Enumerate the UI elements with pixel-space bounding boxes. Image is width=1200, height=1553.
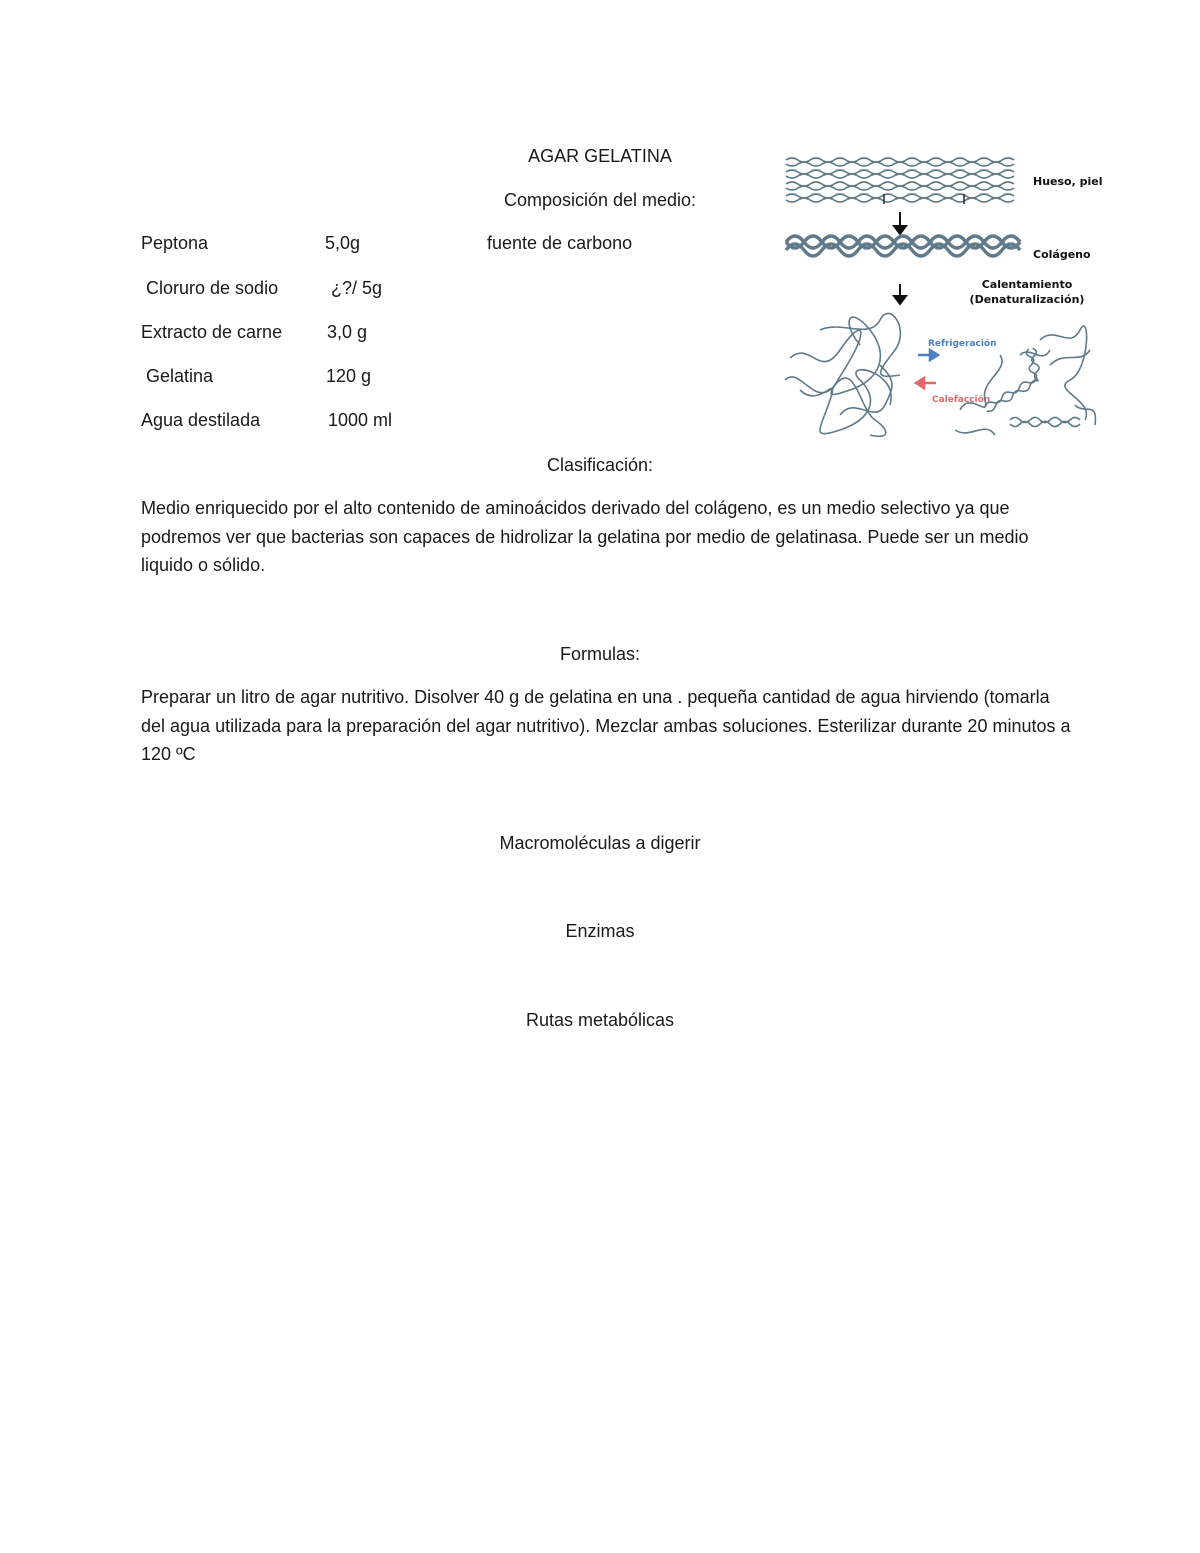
composition-heading: Composición del medio: — [503, 190, 697, 210]
label-denaturation: (Denaturalización) — [969, 293, 1085, 306]
ingredient-name: Peptona — [141, 233, 209, 253]
ingredient-amount: 1000 ml — [328, 410, 393, 430]
ingredient-amount: 120 g — [326, 366, 372, 386]
gelatin-denaturation-figure — [780, 150, 1110, 445]
label-collagen: Colágeno — [1033, 248, 1091, 261]
page-title: AGAR GELATINA — [528, 146, 672, 166]
classification-heading: Clasificación: — [546, 455, 654, 475]
ingredient-name: Gelatina — [141, 366, 214, 386]
ingredient-amount: 5,0g — [325, 233, 361, 253]
gelatin-coils-illustration — [785, 313, 900, 436]
routes-heading: Rutas metabólicas — [525, 1010, 675, 1030]
collagen-helix-illustration — [786, 236, 1020, 256]
label-warming: Calefacción — [932, 395, 991, 405]
classification-paragraph: Medio enriquecido por el alto contenido de aminoácidos derivado del colágeno, es un medio selectivo ya que podremos ver que bacterias son capaces de hidrolizar la gelatina por medio de gelatinasa. Puede ser un medio liquido o sólido. — [141, 498, 1029, 576]
formulas-heading: Formulas: — [559, 644, 640, 664]
label-bone: Hueso, piel — [1033, 175, 1103, 188]
ingredient-name: Cloruro de sodio — [141, 278, 279, 298]
ingredient-amount: ¿?/ 5g — [331, 278, 383, 298]
arrow-down-icon — [894, 212, 906, 234]
arrow-left-icon — [916, 378, 936, 388]
bone-fibers-illustration — [786, 158, 1014, 204]
ingredient-name: Agua destilada — [141, 410, 261, 430]
arrow-down-icon — [894, 284, 906, 304]
ingredient-amount: 3,0 g — [327, 322, 368, 342]
enzymes-heading: Enzimas — [565, 921, 635, 941]
label-cooling: Refrigeración — [928, 339, 997, 349]
ingredient-note: fuente de carbono — [487, 233, 633, 253]
arrow-right-icon — [918, 350, 938, 360]
formulas-paragraph: Preparar un litro de agar nutritivo. Disolver 40 g de gelatina en una . pequeña cantidad de agua hirviendo (tomarla del agua utilizada para la preparación del agar nutritivo). Mezclar ambas soluciones. Esterilizar durante 20 minutos a 120 ºC — [141, 687, 1071, 765]
collagen-diagram-svg — [780, 150, 1110, 445]
ingredient-name: Extracto de carne — [141, 322, 283, 342]
macromolecules-heading: Macromoléculas a digerir — [499, 833, 701, 853]
label-heating: Calentamiento — [981, 278, 1073, 291]
